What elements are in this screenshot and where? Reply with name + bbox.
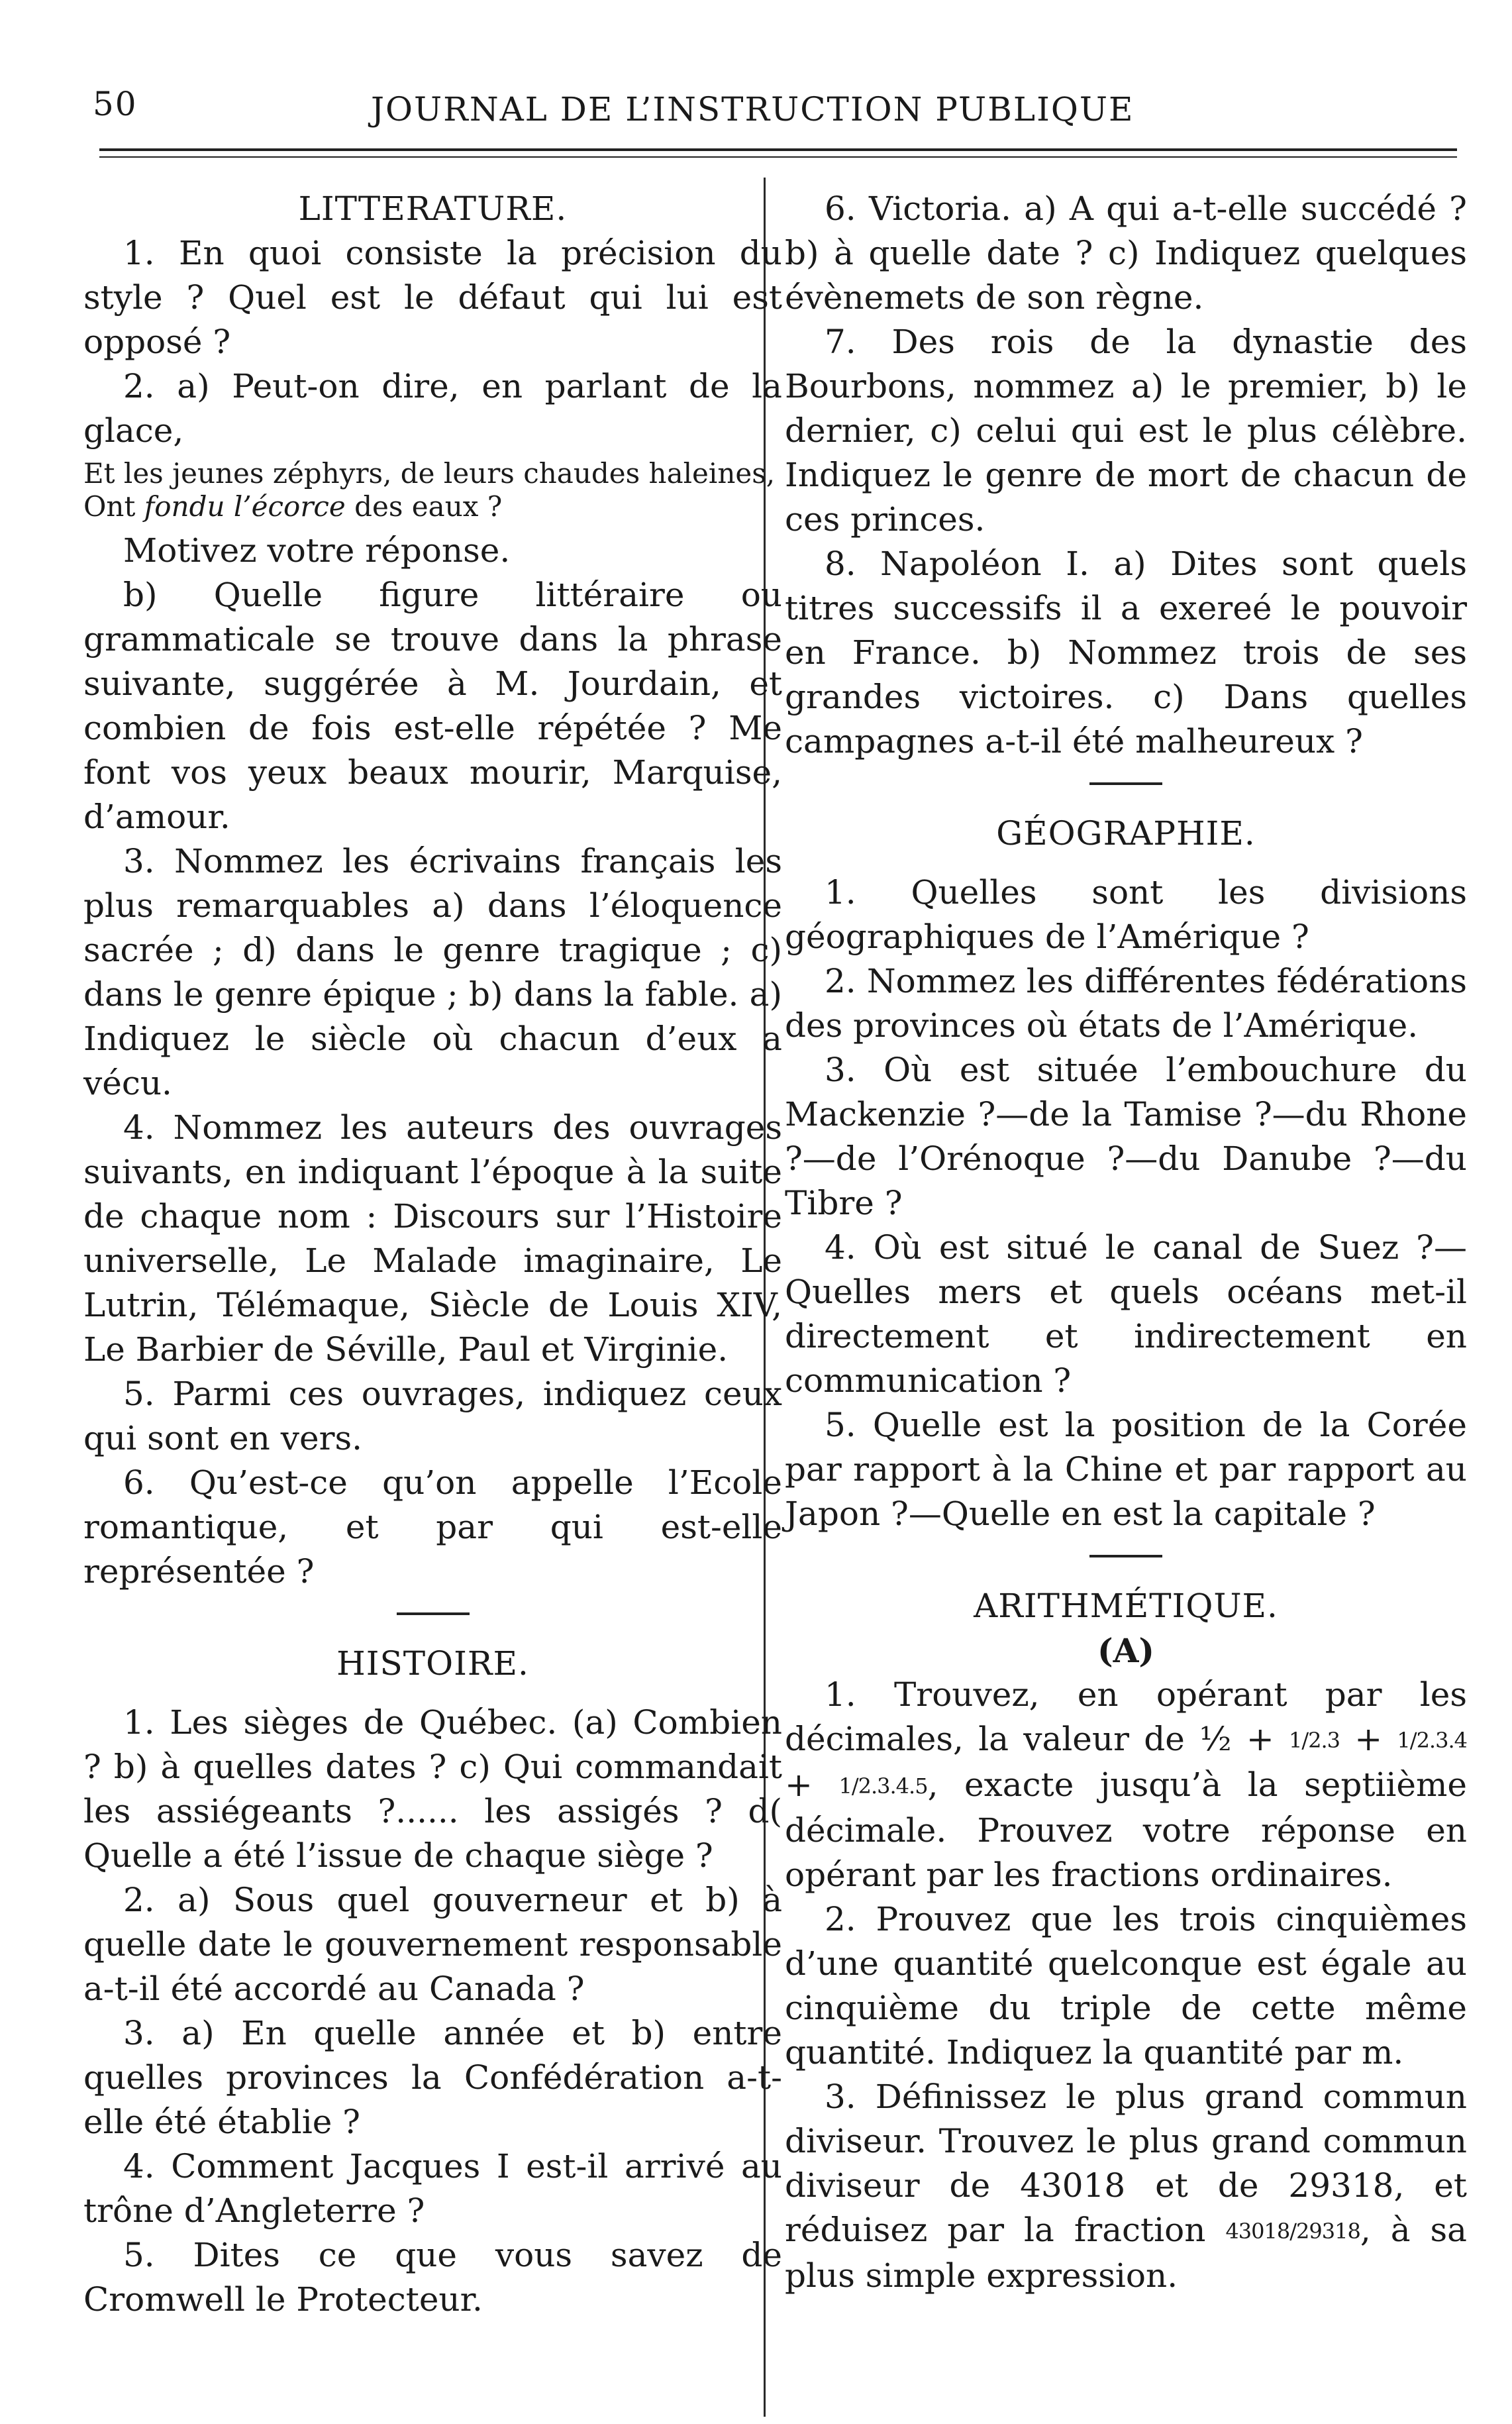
histoire-question-7: 7. Des rois de la dynastie des Bourbons, nommez a) le premier, b) le dernier, c) celui qui est le plus célèbre. Indiquez le genre de mort de chacun de ces princes. xyxy=(785,323,1467,539)
litterature-question-2-motivez: Motivez votre réponse. xyxy=(123,531,511,570)
fraction-term-3: 1/2.3.4 xyxy=(1397,1728,1467,1753)
geographie-question-4: 4. Où est situé le canal de Suez ?—Quelles mers et quels océans met-il directement et indirectement en communication ? xyxy=(785,1228,1467,1400)
arithmetique-question-1: 1. Trouvez, en opérant par les décimales, la valeur de ½ + 1/2.3 + 1/2.3.4 + 1/2.3.4.5, exacte jusqu’à la septiième décimale. Prouvez votre réponse en opérant par les fractions ordinaires. xyxy=(785,1675,1467,1894)
litterature-question-4: 4. Nommez les auteurs des ouvrages suivants, en indiquant l’époque à la suite de chaque nom : Discours sur l’Histoire universelle, Le Malade imaginaire, Le Lutrin, Télémaque, Siècle de Louis XIV, Le Barbier de Séville, Paul et Virginie. xyxy=(83,1108,782,1369)
fraction-half: ½ xyxy=(1199,1720,1232,1758)
geographie-question-5: 5. Quelle est la position de la Corée par rapport à la Chine et par rapport au Japon ?—Quelle en est la capitale ? xyxy=(785,1406,1467,1533)
verse-line-1: Et les jeunes zéphyrs, de leurs chaudes haleines, xyxy=(83,457,776,490)
arithmetique-question-2: 2. Prouvez que les trois cinquièmes d’une quantité quelconque est égale au cinquième du triple de cette même quantité. Indiquez la quantité par m. xyxy=(785,1900,1467,2072)
page-number: 50 xyxy=(93,85,138,123)
litterature-question-2: 2. a) Peut-on dire, en parlant de la glace, xyxy=(83,367,782,450)
section-heading-histoire: HISTOIRE. xyxy=(336,1644,529,1683)
histoire-question-2: 2. a) Sous quel gouverneur et b) à quelle date le gouvernement responsable a-t-il été accordé au Canada ? xyxy=(83,1881,782,2008)
fraction-term-4: 1/2.3.4.5 xyxy=(838,1773,928,1799)
histoire-question-3: 3. a) En quelle année et b) entre quelles provinces la Confédération a-t-elle été établie ? xyxy=(83,2014,782,2141)
running-header xyxy=(86,85,1358,138)
fraction-term-2: 1/2.3 xyxy=(1288,1728,1340,1753)
histoire-question-5: 5. Dites ce que vous savez de Cromwell le Protecteur. xyxy=(83,2236,782,2319)
section-heading-litterature: LITTERATURE. xyxy=(298,189,568,228)
right-column xyxy=(785,187,1467,2298)
section-separator xyxy=(397,1612,470,1615)
litterature-question-6: 6. Qu’est-ce qu’on appelle l’Ecole romantique, et par qui est-elle représentée ? xyxy=(83,1463,782,1591)
verse-quotation xyxy=(83,457,782,523)
header-rule xyxy=(99,148,1457,151)
section-subheading-a: (A) xyxy=(1097,1631,1155,1670)
section-heading-arithmetique: ARITHMÉTIQUE. xyxy=(974,1587,1278,1625)
histoire-question-4: 4. Comment Jacques I est-il arrivé au trône d’Angleterre ? xyxy=(83,2147,782,2230)
geographie-question-2: 2. Nommez les différentes fédérations des provinces où états de l’Amérique. xyxy=(785,962,1467,1045)
fraction-43018-29318: 43018/29318 xyxy=(1225,2219,1360,2244)
litterature-question-1: 1. En quoi consiste la précision du style ? Quel est le défaut qui lui est opposé ? xyxy=(83,234,782,361)
histoire-question-8: 8. Napoléon I. a) Dites sont quels titres successifs il a exereé le pouvoir en France. b) Nommez trois de ses grandes victoires. c) Dans quelles campagnes a-t-il été malheureux ? xyxy=(785,545,1467,761)
litterature-question-5: 5. Parmi ces ouvrages, indiquez ceux qui sont en vers. xyxy=(83,1375,782,1457)
litterature-question-2b: b) Quelle figure littéraire ou grammaticale se trouve dans la phrase suivante, suggérée à M. Jourdain, et combien de fois est-elle répétée ? Me font vos yeux beaux mourir, Marquise, d’amour. xyxy=(83,576,782,836)
left-column xyxy=(83,187,782,2322)
histoire-question-6: 6. Victoria. a) A qui a-t-elle succédé ? b) à quelle date ? c) Indiquez quelques évènemets de son règne. xyxy=(785,189,1467,317)
section-separator xyxy=(1089,782,1162,785)
section-separator xyxy=(1089,1555,1162,1557)
geographie-question-3: 3. Où est située l’embouchure du Mackenzie ?—de la Tamise ?—du Rhone ?—de l’Orénoque ?—du Danube ?—du Tibre ? xyxy=(785,1051,1467,1222)
header-rule-thin xyxy=(99,156,1457,158)
journal-title: JOURNAL DE L’INSTRUCTION PUBLIQUE xyxy=(371,90,1134,129)
arithmetique-question-3: 3. Définissez le plus grand commun diviseur. Trouvez le plus grand commun diviseur de 43018 et de 29318, et réduisez par la fraction 43018/29318, à sa plus simple expression. xyxy=(785,2078,1467,2295)
geographie-question-1: 1. Quelles sont les divisions géographiques de l’Amérique ? xyxy=(785,873,1467,956)
litterature-question-3: 3. Nommez les écrivains français les plus remarquables a) dans l’éloquence sacrée ; d) dans le genre tragique ; c) dans le genre épique ; b) dans la fable. a) Indiquez le siècle où chacun d’eux a vécu. xyxy=(83,842,782,1102)
verse-line-2: Ont fondu l’écorce des eaux ? xyxy=(83,490,503,523)
histoire-question-1: 1. Les sièges de Québec. (a) Combien ? b) à quelles dates ? c) Qui commandait les assiégeants ?...... les assigés ? d( Quelle a été l’issue de chaque siège ? xyxy=(83,1703,782,1875)
section-heading-geographie: GÉOGRAPHIE. xyxy=(996,814,1256,853)
